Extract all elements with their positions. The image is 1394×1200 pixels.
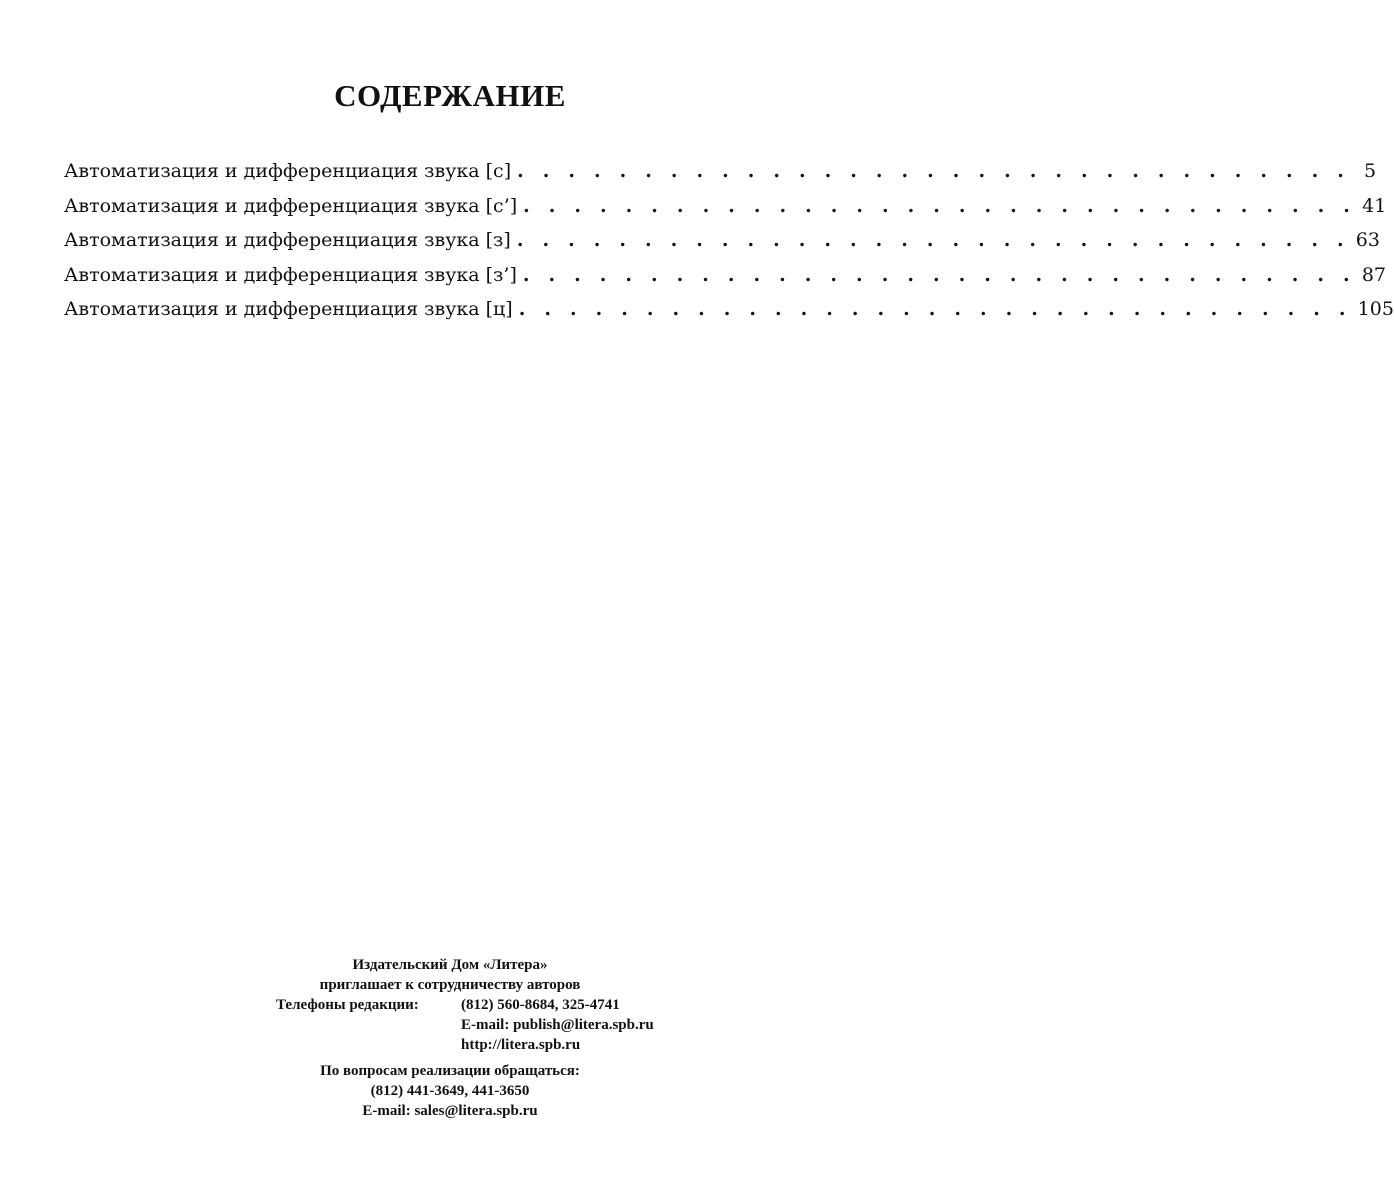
publisher-name: Издательский Дом «Литера»	[352, 957, 548, 973]
toc-entry-s-soft[interactable]	[64, 192, 1387, 227]
editorial-phones-label: Телефоны редакции:	[276, 997, 419, 1013]
toc-leader-dots: . . . . . . . . . . . . . . . . . . . . . . . . . . . . . . . . .	[517, 160, 1351, 182]
toc-entry-ts[interactable]	[64, 295, 1394, 330]
toc-entry-label: Автоматизация и дифференциация звука [з]	[64, 229, 511, 251]
toc-entry-label: Автоматизация и дифференциация звука [з’]	[64, 263, 517, 286]
toc-leader-dots: . . . . . . . . . . . . . . . . . . . . . . . . . . . . . . . . .	[523, 194, 1357, 217]
toc-entry-label: Автоматизация и дифференциация звука [с’]	[64, 194, 518, 217]
toc-leader-dots: . . . . . . . . . . . . . . . . . . . . . . . . . . . . . . . . .	[522, 263, 1356, 286]
toc-entry-z-soft[interactable]	[64, 261, 1387, 296]
toc-entry-label: Автоматизация и дифференциация звука [с]	[64, 160, 512, 182]
editorial-email-row	[0, 1015, 900, 1035]
toc-leader-dots: . . . . . . . . . . . . . . . . . . . . . . . . . . . . . . . . .	[516, 229, 1350, 251]
sales-phones: (812) 441-3649, 441-3650	[370, 1083, 530, 1099]
toc-entry-s[interactable]	[64, 157, 1377, 192]
website-link[interactable]: http://litera.spb.ru	[461, 1037, 581, 1053]
toc-entry-page: 63	[1355, 229, 1380, 251]
page-title: СОДЕРЖАНИЕ	[334, 78, 566, 113]
table-of-contents	[64, 157, 1394, 330]
editorial-phones-row	[0, 995, 900, 1015]
toc-entry-page: 87	[1361, 263, 1387, 286]
editorial-email-link[interactable]: E-mail: publish@litera.spb.ru	[461, 1017, 654, 1033]
toc-leader-dots: . . . . . . . . . . . . . . . . . . . . . . . . . . . . . . . . .	[518, 298, 1352, 320]
toc-entry-z[interactable]	[64, 226, 1380, 261]
toc-entry-page: 5	[1363, 160, 1377, 182]
toc-entry-label: Автоматизация и дифференциация звука [ц]	[64, 298, 513, 320]
sales-email-link[interactable]: E-mail: sales@litera.spb.ru	[362, 1103, 538, 1119]
toc-entry-page: 105	[1357, 298, 1394, 320]
toc-entry-page: 41	[1362, 194, 1387, 217]
publisher-invite: приглашает к сотрудничеству авторов	[319, 977, 581, 993]
website-row	[0, 1035, 900, 1055]
sales-info	[0, 1061, 900, 1121]
publisher-info	[0, 955, 900, 1055]
editorial-phones: (812) 560-8684, 325-4741	[461, 997, 620, 1013]
sales-heading: По вопросам реализации обращаться:	[320, 1063, 580, 1079]
